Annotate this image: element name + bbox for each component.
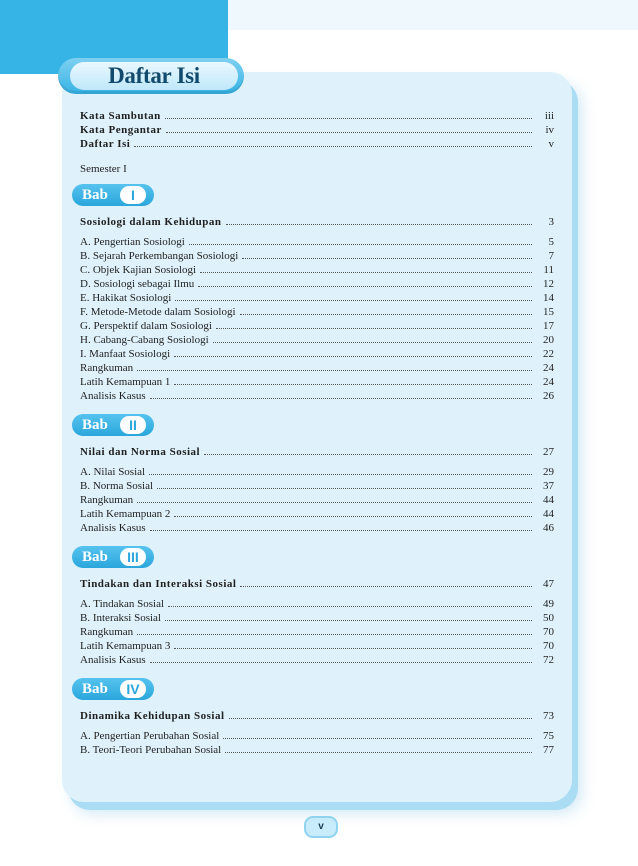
entry-label: A. Tindakan Sosial xyxy=(80,598,165,610)
chapter-title-row[interactable] xyxy=(80,214,554,228)
entry-page-number: 72 xyxy=(543,654,554,666)
toc-entry[interactable] xyxy=(80,742,554,756)
toc-entry[interactable] xyxy=(80,520,554,534)
entry-page-number: iv xyxy=(545,124,554,136)
chapter-title-row[interactable] xyxy=(80,108,554,122)
dot-leader xyxy=(242,248,532,259)
dot-leader xyxy=(174,638,532,649)
chapter-title-row[interactable] xyxy=(80,444,554,458)
dot-leader xyxy=(157,478,532,489)
dot-leader xyxy=(216,318,532,329)
entry-label: Nilai dan Norma Sosial xyxy=(80,446,201,458)
dot-leader xyxy=(240,304,532,315)
dot-leader xyxy=(204,444,532,455)
entry-label: G. Perspektif dalam Sosiologi xyxy=(80,320,212,332)
entry-label: Kata Sambutan xyxy=(80,110,161,122)
entry-label: Tindakan dan Interaksi Sosial xyxy=(80,578,237,590)
entry-page-number: 73 xyxy=(543,710,554,722)
entry-label: E. Hakikat Sosiologi xyxy=(80,292,172,304)
chapter-badge-label: Bab xyxy=(72,184,154,206)
entry-page-number: 11 xyxy=(543,264,554,276)
chapter-number: II xyxy=(120,416,146,434)
entry-label: F. Metode-Metode dalam Sosiologi xyxy=(80,306,236,318)
dot-leader xyxy=(240,576,532,587)
entry-label: A. Pengertian Sosiologi xyxy=(80,236,185,248)
dot-leader xyxy=(229,708,532,719)
entry-page-number: iii xyxy=(544,110,554,122)
entry-page-number: 20 xyxy=(543,334,554,346)
entry-label: A. Nilai Sosial xyxy=(80,466,146,478)
dot-leader xyxy=(165,610,532,621)
toc-entry[interactable] xyxy=(80,374,554,388)
entry-label: B. Sejarah Perkembangan Sosiologi xyxy=(80,250,239,262)
toc-entry[interactable] xyxy=(80,624,554,638)
toc-entry[interactable] xyxy=(80,596,554,610)
dot-leader xyxy=(166,122,532,133)
dot-leader xyxy=(137,624,532,635)
entry-page-number: 27 xyxy=(543,446,554,458)
dot-leader xyxy=(174,506,532,517)
dot-leader xyxy=(174,374,532,385)
dot-leader xyxy=(168,596,532,607)
dot-leader xyxy=(137,492,532,503)
chapter-number: III xyxy=(120,548,146,566)
dot-leader xyxy=(175,290,532,301)
dot-leader xyxy=(165,108,532,119)
entry-page-number: 47 xyxy=(543,578,554,590)
entry-label: I. Manfaat Sosiologi xyxy=(80,348,171,360)
entry-label: Rangkuman xyxy=(80,626,134,638)
chapter-number: I xyxy=(120,186,146,204)
entry-page-number: 14 xyxy=(543,292,554,304)
dot-leader xyxy=(200,262,532,273)
chapter-badge-label: Bab xyxy=(72,546,154,568)
top-strip-decoration xyxy=(228,0,638,30)
entry-label: Analisis Kasus xyxy=(80,654,146,666)
toc-entry[interactable] xyxy=(80,304,554,318)
entry-page-number: 17 xyxy=(543,320,554,332)
dot-leader xyxy=(174,346,532,357)
entry-page-number: 46 xyxy=(543,522,554,534)
toc-entry[interactable] xyxy=(80,478,554,492)
entry-label: Kata Pengantar xyxy=(80,124,162,136)
toc-entry[interactable] xyxy=(80,388,554,402)
entry-label: D. Sosiologi sebagai Ilmu xyxy=(80,278,195,290)
toc-entry[interactable] xyxy=(80,610,554,624)
chapter-badge xyxy=(72,678,554,700)
dot-leader xyxy=(189,234,532,245)
entry-page-number: 77 xyxy=(543,744,554,756)
dot-leader xyxy=(150,388,532,399)
entry-page-number: 44 xyxy=(543,494,554,506)
toc-entry[interactable] xyxy=(80,652,554,666)
toc-entry[interactable] xyxy=(80,234,554,248)
entry-page-number: 70 xyxy=(543,640,554,652)
dot-leader xyxy=(137,360,532,371)
dot-leader xyxy=(149,464,532,475)
entry-page-number: 3 xyxy=(548,216,554,228)
entry-page-number: v xyxy=(548,138,554,150)
chapter-title-row[interactable] xyxy=(80,136,554,150)
entry-page-number: 22 xyxy=(543,348,554,360)
semester-label: Semester I xyxy=(80,163,127,175)
toc-entry[interactable] xyxy=(80,276,554,290)
toc-entry[interactable] xyxy=(80,492,554,506)
toc-entry[interactable] xyxy=(80,318,554,332)
toc-entry[interactable] xyxy=(80,464,554,478)
toc-entry[interactable] xyxy=(80,346,554,360)
entry-page-number: 37 xyxy=(543,480,554,492)
toc-entry[interactable] xyxy=(80,360,554,374)
entry-label: Rangkuman xyxy=(80,362,134,374)
entry-page-number: 70 xyxy=(543,626,554,638)
dot-leader xyxy=(225,742,532,753)
toc-entry[interactable] xyxy=(80,262,554,276)
chapter-title-row[interactable] xyxy=(80,576,554,590)
entry-label: H. Cabang-Cabang Sosiologi xyxy=(80,334,209,346)
toc-entry[interactable] xyxy=(80,248,554,262)
chapter-badge-label: Bab xyxy=(72,414,154,436)
entry-page-number: 24 xyxy=(543,362,554,374)
chapter-badge xyxy=(72,414,554,436)
entry-label: B. Teori-Teori Perubahan Sosial xyxy=(80,744,222,756)
entry-page-number: 12 xyxy=(543,278,554,290)
chapter-badge xyxy=(72,546,554,568)
dot-leader xyxy=(198,276,532,287)
entry-label: A. Pengertian Perubahan Sosial xyxy=(80,730,220,742)
dot-leader xyxy=(150,520,532,531)
entry-label: Daftar Isi xyxy=(80,138,131,150)
toc-entry[interactable] xyxy=(80,332,554,346)
entry-page-number: 49 xyxy=(543,598,554,610)
dot-leader xyxy=(226,214,533,225)
entry-label: C. Objek Kajian Sosiologi xyxy=(80,264,197,276)
entry-page-number: 24 xyxy=(543,376,554,388)
entry-label: Dinamika Kehidupan Sosial xyxy=(80,710,225,722)
dot-leader xyxy=(213,332,532,343)
dot-leader xyxy=(223,728,532,739)
chapter-title-row[interactable] xyxy=(80,708,554,722)
page-title: Daftar Isi xyxy=(70,62,238,90)
entry-label: Latih Kemampuan 3 xyxy=(80,640,171,652)
entry-label: B. Norma Sosial xyxy=(80,480,154,492)
toc-entry[interactable] xyxy=(80,506,554,520)
entry-page-number: 50 xyxy=(543,612,554,624)
entry-page-number: 5 xyxy=(548,236,554,248)
entry-page-number: 75 xyxy=(543,730,554,742)
toc-content xyxy=(80,108,554,760)
dot-leader xyxy=(150,652,532,663)
entry-page-number: 15 xyxy=(543,306,554,318)
chapter-badge xyxy=(72,184,554,206)
entry-page-number: 44 xyxy=(543,508,554,520)
toc-entry[interactable] xyxy=(80,290,554,304)
page-number: v xyxy=(304,816,338,838)
entry-label: Analisis Kasus xyxy=(80,522,146,534)
dot-leader xyxy=(134,136,532,147)
entry-page-number: 26 xyxy=(543,390,554,402)
toc-entry[interactable] xyxy=(80,638,554,652)
entry-label: B. Interaksi Sosial xyxy=(80,612,161,624)
chapter-badge-label: Bab xyxy=(72,678,154,700)
entry-page-number: 29 xyxy=(543,466,554,478)
entry-label: Analisis Kasus xyxy=(80,390,146,402)
chapter-number: IV xyxy=(120,680,146,698)
toc-entry[interactable] xyxy=(80,728,554,742)
entry-label: Rangkuman xyxy=(80,494,134,506)
chapter-title-row[interactable] xyxy=(80,122,554,136)
entry-label: Latih Kemampuan 2 xyxy=(80,508,171,520)
entry-label: Latih Kemampuan 1 xyxy=(80,376,171,388)
entry-label: Sosiologi dalam Kehidupan xyxy=(80,216,222,228)
entry-page-number: 7 xyxy=(548,250,554,262)
